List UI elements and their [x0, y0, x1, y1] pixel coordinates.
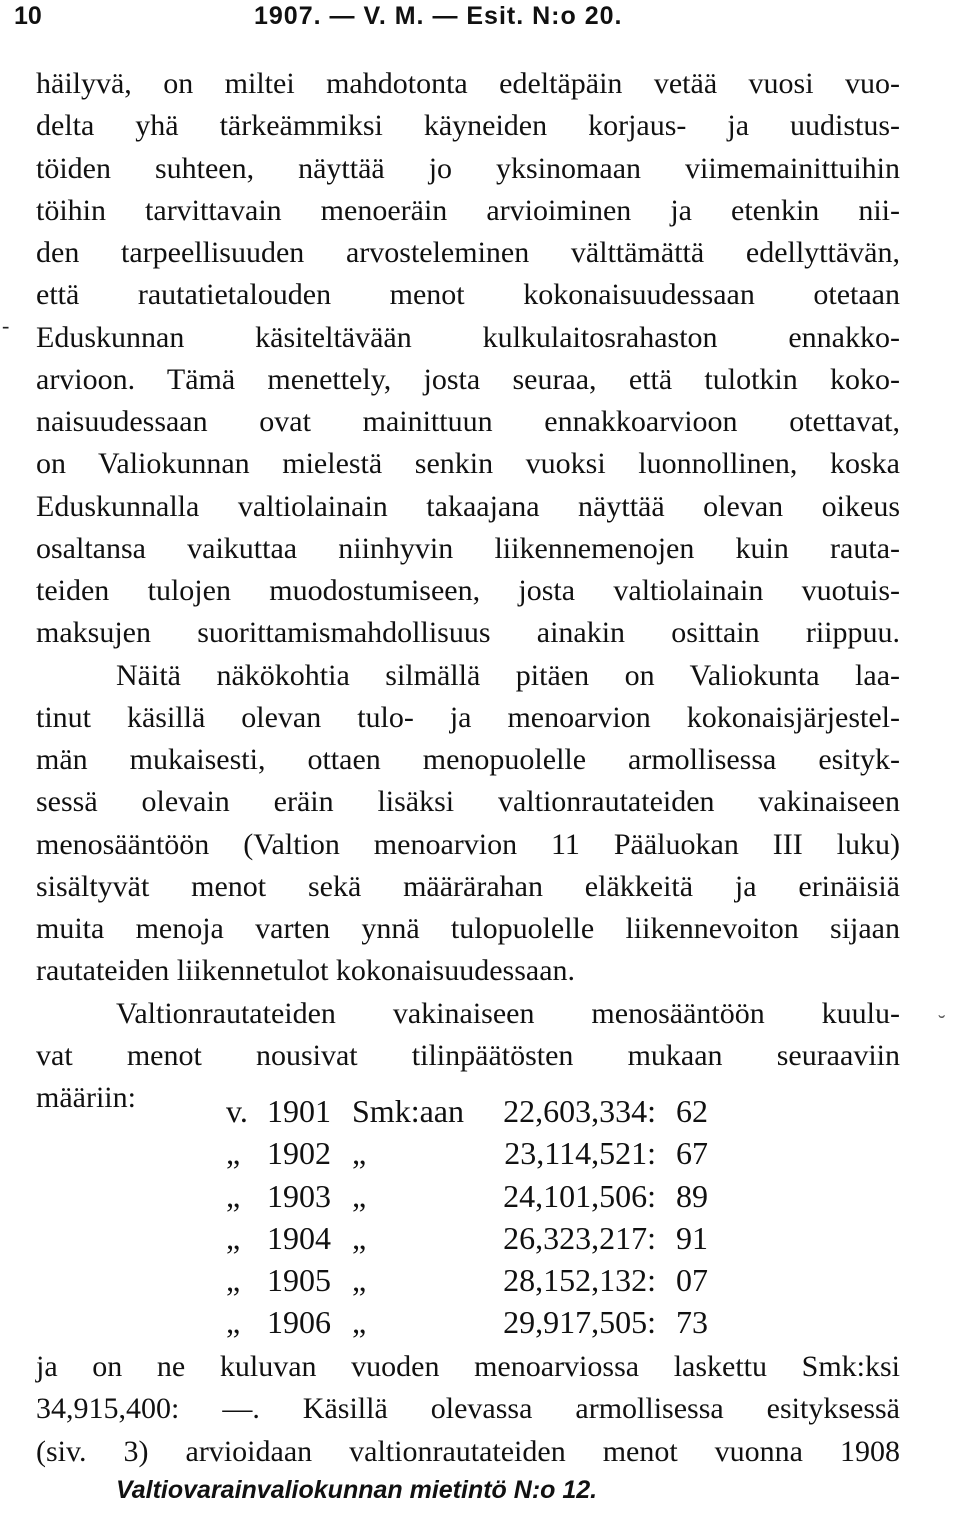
row-cents: 67 [676, 1135, 708, 1172]
text-line: rautateiden liikennetulot kokonaisuudessaan. [36, 954, 576, 988]
row-year: 1903 [267, 1177, 331, 1214]
text-line: vat menot nousivat tilinpäätösten mukaan seuraaviin [36, 1038, 900, 1072]
text-line: sessä olevain eräin lisäksi valtionrautateiden vakinaiseen [36, 785, 900, 819]
text-line: den tarpeellisuuden arvosteleminen välttämättä edellyttävän, [36, 236, 900, 269]
row-amount: 28,152,132: [503, 1262, 656, 1298]
row-prefix: „ [226, 1135, 241, 1172]
row-year: 1904 [267, 1219, 331, 1256]
row-amount: 22,603,334: [503, 1093, 656, 1129]
row-unit: „ [352, 1135, 367, 1172]
row-prefix: „ [226, 1262, 241, 1298]
text-line: töihin tarvittavain menoeräin arvioiminen ja etenkin nii- [36, 193, 900, 227]
text-line: osaltansa vaikuttaa niinhyvin liikennemenojen kuin rauta- [36, 531, 900, 565]
text-line: on Valiokunnan mielestä senkin vuoksi luonnollinen, koska [36, 447, 900, 481]
body-text-continued [36, 1346, 900, 1473]
page-number: 10 [14, 2, 42, 30]
table-row [226, 1090, 746, 1132]
text-line: (siv. 3) arvioidaan valtionrautateiden menot vuonna 1908 [36, 1434, 900, 1468]
row-prefix: v. [226, 1093, 248, 1129]
row-unit: „ [352, 1177, 367, 1214]
table-row [226, 1175, 746, 1217]
text-line: häilyvä, on miltei mahdotonta edeltäpäin vetää vuosi vuo- [36, 67, 900, 100]
row-amount: 24,101,506: [503, 1177, 656, 1214]
text-line: Eduskunnan käsiteltävään kulkulaitosrahaston ennakko- [36, 320, 900, 354]
row-year: 1905 [267, 1262, 331, 1298]
text-line: määriin: [36, 1081, 136, 1114]
text-line: maksujen suorittamismahdollisuus ainakin osittain riippuu. [36, 616, 900, 650]
row-amount: 26,323,217: [503, 1219, 656, 1256]
row-amount: 29,917,505: [503, 1304, 656, 1341]
text-line: män mukaisesti, ottaen menopuolelle armollisessa esityk- [36, 743, 900, 776]
text-line: menosääntöön (Valtion menoarvion 11 Pääluokan III luku) [36, 827, 900, 861]
row-cents: 91 [676, 1219, 708, 1256]
text-line: delta yhä tärkeämmiksi käyneiden korjaus- ja uudistus- [36, 109, 900, 143]
table-row [226, 1259, 746, 1301]
row-prefix: „ [226, 1219, 241, 1256]
row-cents: 62 [676, 1093, 708, 1129]
row-cents: 89 [676, 1177, 708, 1214]
expenditure-table [226, 1090, 746, 1344]
paragraph-4 [36, 1346, 900, 1473]
row-year: 1902 [267, 1135, 331, 1172]
row-year: 1906 [267, 1304, 331, 1341]
table-row [226, 1217, 746, 1259]
text-line: 34,915,400: —. Käsillä olevassa armollisessa esityksessä [36, 1392, 900, 1426]
text-line: teiden tulojen muodostumiseen, josta valtiolainain vuotuis- [36, 574, 900, 607]
row-unit: „ [352, 1304, 367, 1341]
text-line: arvioon. Tämä menettely, josta seuraa, että tulotkin koko- [36, 362, 900, 396]
text-line: Valtionrautateiden vakinaiseen menosääntöön kuulu- [116, 996, 900, 1030]
margin-dash-mark: - [2, 313, 10, 338]
table-row [226, 1132, 746, 1174]
running-head: 1907. — V. M. — Esit. N:o 20. [254, 2, 623, 30]
page-footer: Valtiovarainvaliokunnan mietintö N:o 12. [116, 1476, 598, 1504]
text-line: tinut käsillä olevan tulo- ja menoarvion kokonaisjärjestel- [36, 700, 900, 734]
row-unit: „ [352, 1219, 367, 1256]
row-year: 1901 [267, 1093, 331, 1129]
page-header [0, 2, 960, 36]
paragraph-1 [36, 63, 900, 655]
text-line: sisältyvät menot sekä määrärahan eläkkeitä ja erinäisiä [36, 869, 900, 903]
paragraph-2 [36, 655, 900, 993]
body-text [36, 63, 900, 1119]
text-line: Eduskunnalla valtiolainain takaajana näyttää olevan oikeus [36, 489, 900, 523]
text-line: töiden suhteen, näyttää jo yksinomaan viimemainittuihin [36, 151, 900, 185]
text-line: naisuudessaan ovat mainittuun ennakkoarvioon otettavat, [36, 405, 900, 438]
row-unit: Smk:aan [352, 1093, 464, 1129]
row-prefix: „ [226, 1177, 241, 1214]
text-line: että rautatietalouden menot kokonaisuudessaan otetaan [36, 278, 900, 312]
row-cents: 73 [676, 1304, 708, 1341]
row-prefix: „ [226, 1304, 241, 1341]
text-line: ja on ne kuluvan vuoden menoarviossa laskettu Smk:ksi [36, 1350, 900, 1383]
margin-tick-mark: ˘ [938, 1010, 946, 1035]
row-unit: „ [352, 1262, 367, 1298]
text-line: Näitä näkökohtia silmällä pitäen on Valiokunta laa- [116, 658, 900, 692]
row-amount: 23,114,521: [504, 1135, 656, 1172]
text-line: muita menoja varten ynnä tulopuolelle liikennevoiton sijaan [36, 912, 900, 945]
row-cents: 07 [676, 1262, 708, 1298]
table-row [226, 1301, 746, 1343]
